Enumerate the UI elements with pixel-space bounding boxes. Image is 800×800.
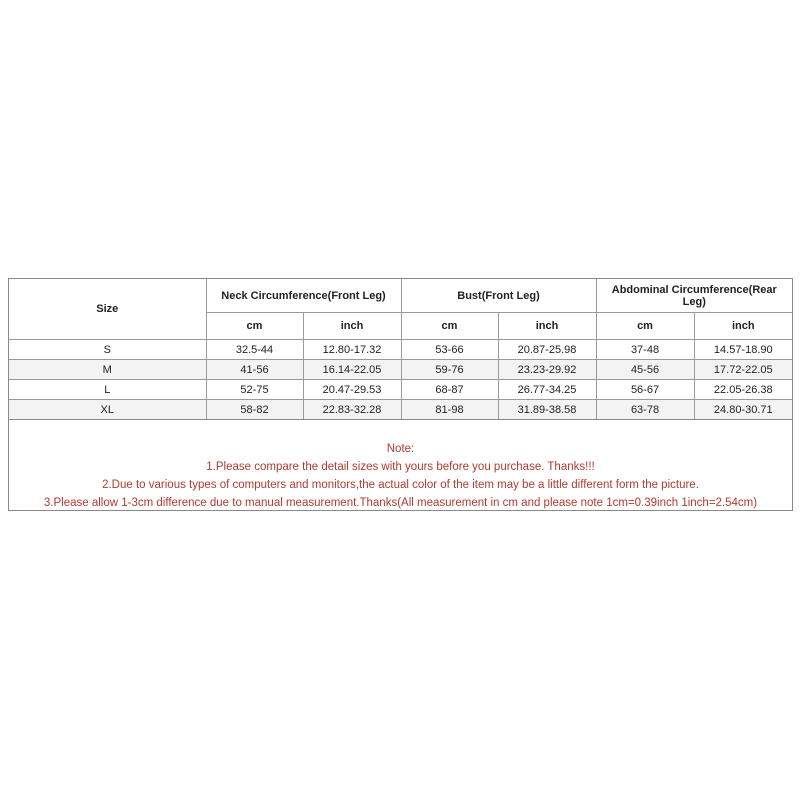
table-cell: 23.23-29.92 [498,360,596,380]
group-header-neck [206,279,401,313]
header-row-groups [9,279,792,313]
table-cell: 53-66 [401,340,498,360]
unit-header-bust-cm: cm [401,313,498,340]
table-cell: 81-98 [401,400,498,420]
table-cell: 32.5-44 [206,340,303,360]
table-cell: 26.77-34.25 [498,380,596,400]
table-cell: 24.80-30.71 [694,400,792,420]
size-cell: L [9,380,206,400]
table-cell: 56-67 [596,380,694,400]
table-cell: 52-75 [206,380,303,400]
unit-header-neck-cm: cm [206,313,303,340]
table-cell: 22.83-32.28 [303,400,401,420]
group-header-abdominal [596,279,792,313]
table-cell: 37-48 [596,340,694,360]
unit-header-bust-inch: inch [498,313,596,340]
table-cell: 41-56 [206,360,303,380]
group-header-bust-label: Bust(Front Leg) [457,289,540,302]
table-cell: 12.80-17.32 [303,340,401,360]
size-cell: XL [9,400,206,420]
group-header-neck-label: Neck Circumference(Front Leg) [221,289,386,302]
group-header-bust [401,279,596,313]
table-row [9,360,792,380]
table-cell: 20.47-29.53 [303,380,401,400]
notes-title: Note: [386,443,415,455]
note-line: 3.Please allow 1-3cm difference due to manual measurement.Thanks(All measurement in cm and please note 1cm=0.39inch 1inch=2.54cm) [43,497,758,509]
unit-header-neck-inch: inch [303,313,401,340]
group-header-abdominal-label: Abdominal Circumference(Rear Leg) [611,283,777,308]
size-header: Size [9,279,206,340]
size-cell: M [9,360,206,380]
note-line: 1.Please compare the detail sizes with yours before you purchase. Thanks!!! [206,461,595,473]
unit-header-abdominal-cm: cm [596,313,694,340]
table-cell: 63-78 [596,400,694,420]
table-row [9,400,792,420]
size-cell: S [9,340,206,360]
size-table [9,279,792,420]
size-chart [8,278,793,511]
unit-header-abdominal-inch: inch [694,313,792,340]
table-row [9,340,792,360]
table-cell: 58-82 [206,400,303,420]
notes-section [9,420,792,510]
table-cell: 45-56 [596,360,694,380]
table-cell: 68-87 [401,380,498,400]
table-cell: 14.57-18.90 [694,340,792,360]
table-cell: 59-76 [401,360,498,380]
table-cell: 31.89-38.58 [498,400,596,420]
table-cell: 16.14-22.05 [303,360,401,380]
table-cell: 22.05-26.38 [694,380,792,400]
table-row [9,380,792,400]
note-line: 2.Due to various types of computers and monitors,the actual color of the item may be a little different form the picture. [102,479,699,491]
table-cell: 20.87-25.98 [498,340,596,360]
table-cell: 17.72-22.05 [694,360,792,380]
